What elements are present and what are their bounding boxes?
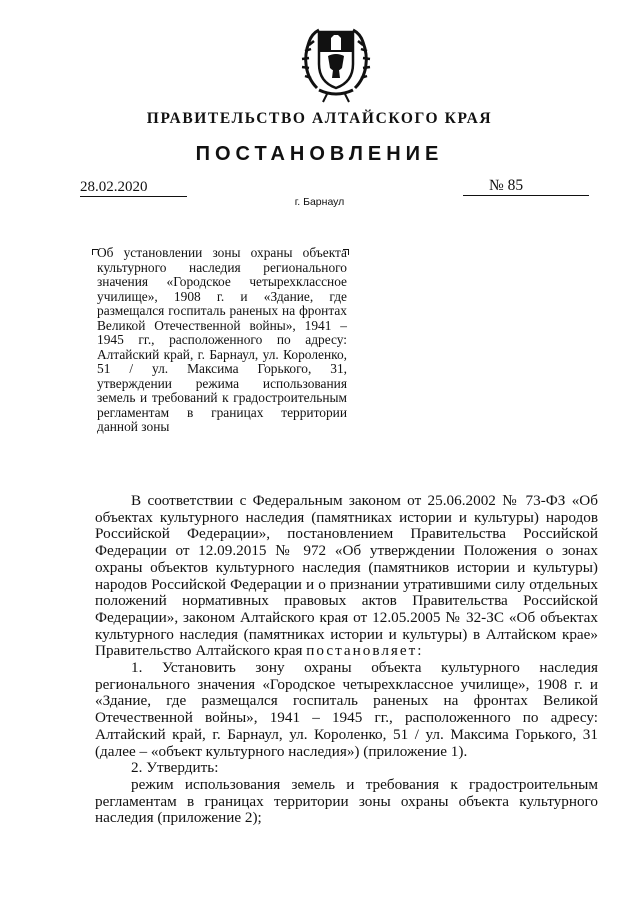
altai-krai-coat-of-arms-icon [297, 18, 375, 106]
preamble-text: В соответствии с Федеральным законом от 25.06.2002 № 73-ФЗ «Об объектах культурного наследия (памятниках истории и культуры) народов Российской Федерации», постановлением Правительства Российской Федерации от 12.09.2015 № 972 «Об утверждении Положения о зонах охраны объектов культурного наследия (памятников истории и культуры) народов Российской Федерации и о признании утратившими силу отдельных положений нормативных правовых актов Правительства Российской Федерации», законом Алтайского края от 12.05.2005 № 32-ЗС «Об объектах культурного наследия (памятниках истории и культуры) в Алтайском крае» Правительство Алтайского края [95, 492, 598, 660]
body-item-2-sub: режим использования земель и требования к градостроительным регламентам в границах территории зоны охраны объекта культурного наследия (приложение 2); [95, 775, 598, 827]
document-number: № 85 [489, 177, 524, 194]
document-city: г. Барнаул [294, 196, 345, 208]
body-preamble [95, 493, 598, 660]
document-number-line [463, 177, 589, 196]
decree-word: постановляет [306, 642, 418, 660]
decree-colon: : [417, 642, 422, 660]
body-item-1: 1. Установить зону охраны объекта культурного наследия регионального значения «Городское четырехклассное училище», 1908 г. и «Здание, где размещался госпиталь раненых на фронтах Великой Отечественной войны», 1941 – 1945 гг., расположенного по адресу: Алтайский край, г. Барнаул, ул. Короленко, 51 / ул. Максима Горького, 31 (далее – «объект культурного наследия») (приложение 1). [95, 659, 598, 760]
document-date: 28.02.2020 [80, 178, 187, 197]
body-item-2: 2. Утвердить: [131, 759, 219, 777]
document-type: ПОСТАНОВЛЕНИЕ [195, 143, 444, 165]
organization-title: ПРАВИТЕЛЬСТВО АЛТАЙСКОГО КРАЯ [146, 110, 493, 127]
document-body [95, 493, 598, 827]
document-subject: Об установлении зоны охраны объекта культурного наследия регионального значения «Городское четырехклассное училище», 1908 г. и «Здание, где размещался госпиталь раненых на фронтах Великой Отечественной войны», 1941 – 1945 гг., расположенного по адресу: Алтайский край, г. Барнаул, ул. Короленко, 51 / ул. Максима Горького, 31, утверждении режима использования земель и требований к градостроительным регламентам в границах территории данной зоны [97, 245, 347, 434]
